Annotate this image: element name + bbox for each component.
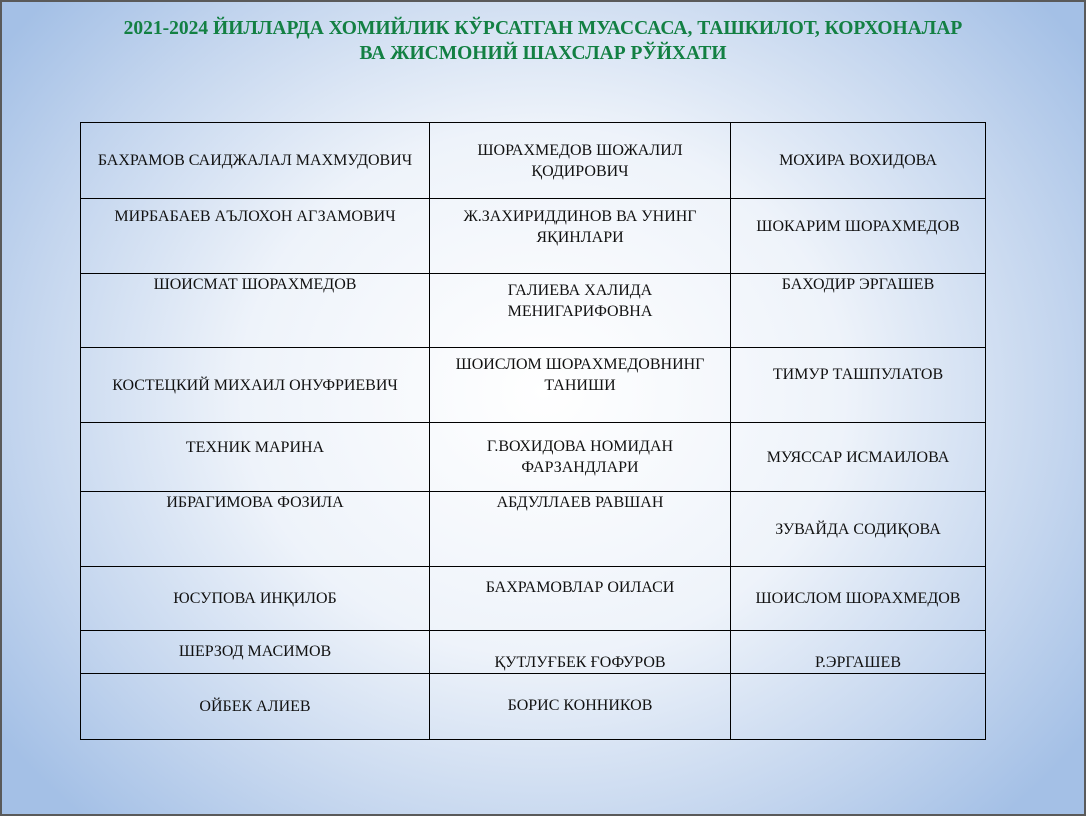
table-row <box>81 631 986 674</box>
table-cell: БОРИС КОННИКОВ <box>430 674 731 740</box>
table-cell: ТЕХНИК МАРИНА <box>81 423 430 492</box>
table-row <box>81 199 986 274</box>
table-cell: БАХРАМОВЛАР ОИЛАСИ <box>430 567 731 631</box>
table-row <box>81 274 986 348</box>
table-cell: ШОИСЛОМ ШОРАХМЕДОВ <box>731 567 986 631</box>
sponsors-table <box>80 122 986 740</box>
table-cell: БАХРАМОВ САИДЖАЛАЛ МАХМУДОВИЧ <box>81 123 430 199</box>
table-cell: АБДУЛЛАЕВ РАВШАН <box>430 492 731 567</box>
table-row <box>81 348 986 423</box>
table-cell: МОХИРА ВОХИДОВА <box>731 123 986 199</box>
table-cell: Ж.ЗАХИРИДДИНОВ ВА УНИНГ ЯҚИНЛАРИ <box>430 199 731 274</box>
table-cell: Г.ВОХИДОВА НОМИДАН ФАРЗАНДЛАРИ <box>430 423 731 492</box>
table-cell: ҚУТЛУҒБЕК ҒОФУРОВ <box>430 631 731 674</box>
table-cell: ШОРАХМЕДОВ ШОЖАЛИЛ ҚОДИРОВИЧ <box>430 123 731 199</box>
table-cell: ЗУВАЙДА СОДИҚОВА <box>731 492 986 567</box>
table-row <box>81 492 986 567</box>
table-cell: ЮСУПОВА ИНҚИЛОБ <box>81 567 430 631</box>
table-cell <box>731 674 986 740</box>
table-cell: ГАЛИЕВА ХАЛИДА МЕНИГАРИФОВНА <box>430 274 731 348</box>
table-cell: ШЕРЗОД МАСИМОВ <box>81 631 430 674</box>
table-cell: Р.ЭРГАШЕВ <box>731 631 986 674</box>
table-cell: МУЯССАР ИСМАИЛОВА <box>731 423 986 492</box>
table-cell: ШОИСМАТ ШОРАХМЕДОВ <box>81 274 430 348</box>
table-row <box>81 674 986 740</box>
table-row <box>81 567 986 631</box>
table-cell: БАХОДИР ЭРГАШЕВ <box>731 274 986 348</box>
title-line-1: 2021-2024 ЙИЛЛАРДА ХОМИЙЛИК КЎРСАТГАН МУАССАСА, ТАШКИЛОТ, КОРХОНАЛАР <box>123 18 963 39</box>
table-cell: ШОИСЛОМ ШОРАХМЕДОВНИНГ ТАНИШИ <box>430 348 731 423</box>
table-cell: КОСТЕЦКИЙ МИХАИЛ ОНУФРИЕВИЧ <box>81 348 430 423</box>
table-cell: ОЙБЕК АЛИЕВ <box>81 674 430 740</box>
table-cell: ШОКАРИМ ШОРАХМЕДОВ <box>731 199 986 274</box>
table-cell: ТИМУР ТАШПУЛАТОВ <box>731 348 986 423</box>
title-line-2: ВА ЖИСМОНИЙ ШАХСЛАР РЎЙХАТИ <box>359 43 727 64</box>
page-title <box>2 16 1084 66</box>
table-cell: МИРБАБАЕВ АЪЛОХОН АГЗАМОВИЧ <box>81 199 430 274</box>
table-cell: ИБРАГИМОВА ФОЗИЛА <box>81 492 430 567</box>
table-row <box>81 423 986 492</box>
table-row <box>81 123 986 199</box>
